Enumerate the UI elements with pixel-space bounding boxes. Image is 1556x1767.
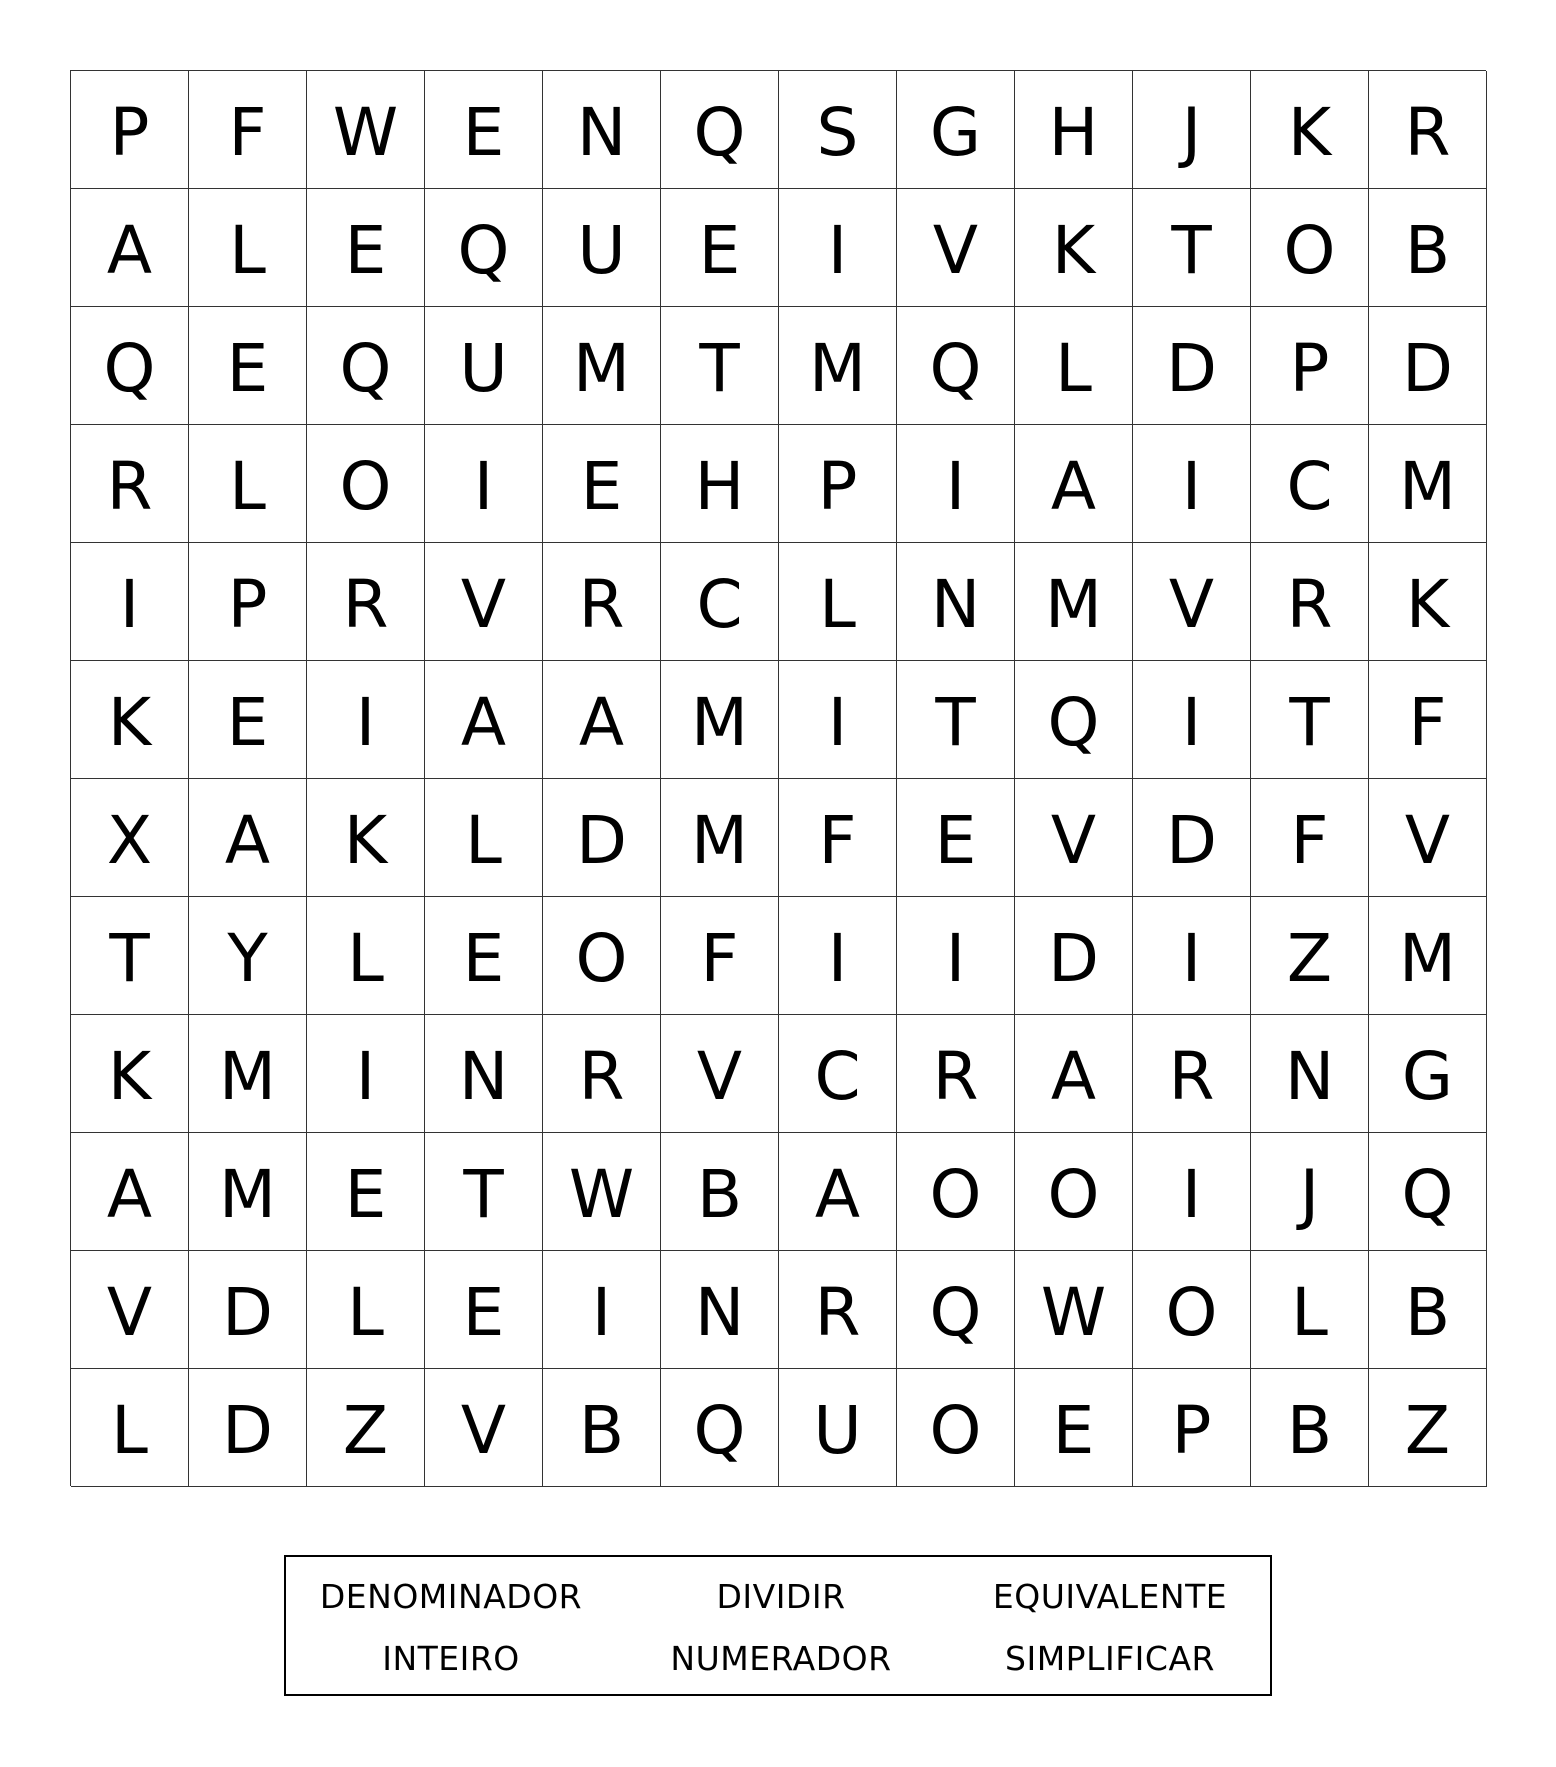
grid-cell[interactable]: E — [425, 1251, 543, 1369]
grid-cell[interactable]: Z — [307, 1369, 425, 1487]
grid-cell[interactable]: V — [425, 1369, 543, 1487]
grid-cell[interactable]: I — [1133, 897, 1251, 1015]
grid-cell[interactable]: E — [307, 189, 425, 307]
grid-cell[interactable]: M — [1369, 425, 1487, 543]
grid-cell[interactable]: V — [1369, 779, 1487, 897]
grid-cell[interactable]: I — [897, 897, 1015, 1015]
grid-cell[interactable]: V — [897, 189, 1015, 307]
grid-cell[interactable]: G — [1369, 1015, 1487, 1133]
grid-cell[interactable]: L — [425, 779, 543, 897]
grid-cell[interactable]: R — [1251, 543, 1369, 661]
grid-cell[interactable]: Q — [1369, 1133, 1487, 1251]
grid-cell[interactable]: I — [779, 661, 897, 779]
grid-cell[interactable]: K — [71, 1015, 189, 1133]
grid-cell[interactable]: D — [1133, 307, 1251, 425]
grid-cell[interactable]: E — [425, 71, 543, 189]
grid-cell[interactable]: K — [1369, 543, 1487, 661]
grid-cell[interactable]: P — [1251, 307, 1369, 425]
word-list-item: INTEIRO — [382, 1638, 520, 1678]
grid-cell[interactable]: Z — [1251, 897, 1369, 1015]
grid-cell[interactable]: J — [1251, 1133, 1369, 1251]
grid-cell[interactable]: R — [897, 1015, 1015, 1133]
grid-cell[interactable]: Z — [1369, 1369, 1487, 1487]
grid-cell[interactable]: T — [661, 307, 779, 425]
grid-cell[interactable]: Q — [661, 71, 779, 189]
grid-cell[interactable]: V — [661, 1015, 779, 1133]
grid-cell[interactable]: Q — [897, 1251, 1015, 1369]
grid-cell[interactable]: R — [1133, 1015, 1251, 1133]
grid-cell[interactable]: L — [1015, 307, 1133, 425]
grid-cell[interactable]: R — [307, 543, 425, 661]
grid-cell[interactable]: V — [1015, 779, 1133, 897]
grid-cell[interactable]: A — [1015, 1015, 1133, 1133]
grid-cell[interactable]: U — [425, 307, 543, 425]
word-list-item: DIVIDIR — [716, 1576, 846, 1616]
grid-cell[interactable]: O — [1251, 189, 1369, 307]
grid-cell[interactable]: E — [661, 189, 779, 307]
grid-cell[interactable]: B — [1369, 1251, 1487, 1369]
grid-cell[interactable]: M — [543, 307, 661, 425]
grid-cell[interactable]: F — [189, 71, 307, 189]
grid-cell[interactable]: E — [543, 425, 661, 543]
word-list-box — [284, 1555, 1272, 1696]
grid-cell[interactable]: B — [661, 1133, 779, 1251]
grid-cell[interactable]: M — [189, 1015, 307, 1133]
grid-cell[interactable]: A — [543, 661, 661, 779]
grid-cell[interactable]: A — [1015, 425, 1133, 543]
grid-cell[interactable]: P — [779, 425, 897, 543]
grid-cell[interactable]: O — [307, 425, 425, 543]
grid-cell[interactable]: O — [543, 897, 661, 1015]
grid-cell[interactable]: E — [1015, 1369, 1133, 1487]
grid-cell[interactable]: M — [189, 1133, 307, 1251]
grid-cell[interactable]: R — [543, 543, 661, 661]
grid-cell[interactable]: A — [779, 1133, 897, 1251]
grid-cell[interactable]: D — [189, 1251, 307, 1369]
grid-cell[interactable]: I — [425, 425, 543, 543]
word-list-item: SIMPLIFICAR — [1005, 1638, 1215, 1678]
grid-cell[interactable]: K — [1251, 71, 1369, 189]
grid-cell[interactable]: E — [189, 661, 307, 779]
grid-cell[interactable]: C — [661, 543, 779, 661]
grid-cell[interactable]: J — [1133, 71, 1251, 189]
grid-cell[interactable]: O — [1015, 1133, 1133, 1251]
grid-cell[interactable]: F — [779, 779, 897, 897]
grid-cell[interactable]: M — [779, 307, 897, 425]
grid-cell[interactable]: A — [425, 661, 543, 779]
grid-cell[interactable]: A — [71, 1133, 189, 1251]
grid-cell[interactable]: B — [543, 1369, 661, 1487]
grid-cell[interactable]: N — [897, 543, 1015, 661]
grid-cell[interactable]: E — [897, 779, 1015, 897]
grid-cell[interactable]: Q — [71, 307, 189, 425]
grid-cell[interactable]: A — [71, 189, 189, 307]
grid-cell[interactable]: M — [661, 661, 779, 779]
grid-cell[interactable]: N — [543, 71, 661, 189]
grid-cell[interactable]: N — [1251, 1015, 1369, 1133]
grid-cell[interactable]: P — [1133, 1369, 1251, 1487]
grid-cell[interactable]: I — [779, 897, 897, 1015]
grid-cell[interactable]: O — [897, 1133, 1015, 1251]
grid-cell[interactable]: D — [543, 779, 661, 897]
grid-cell[interactable]: U — [779, 1369, 897, 1487]
grid-cell[interactable]: C — [779, 1015, 897, 1133]
grid-cell[interactable]: I — [1133, 661, 1251, 779]
grid-cell[interactable]: R — [1369, 71, 1487, 189]
grid-cell[interactable]: V — [71, 1251, 189, 1369]
grid-cell[interactable]: L — [71, 1369, 189, 1487]
grid-cell[interactable]: E — [425, 897, 543, 1015]
grid-cell[interactable]: U — [543, 189, 661, 307]
grid-cell[interactable]: K — [71, 661, 189, 779]
grid-cell[interactable]: E — [189, 307, 307, 425]
grid-cell[interactable]: C — [1251, 425, 1369, 543]
grid-cell[interactable]: W — [543, 1133, 661, 1251]
grid-cell[interactable]: W — [307, 71, 425, 189]
grid-cell[interactable]: T — [71, 897, 189, 1015]
grid-cell[interactable]: M — [1015, 543, 1133, 661]
grid-cell[interactable]: A — [189, 779, 307, 897]
grid-cell[interactable]: L — [307, 897, 425, 1015]
grid-cell[interactable]: E — [307, 1133, 425, 1251]
grid-cell[interactable]: V — [425, 543, 543, 661]
grid-cell[interactable]: I — [779, 189, 897, 307]
grid-cell[interactable]: L — [189, 425, 307, 543]
grid-cell[interactable]: F — [661, 897, 779, 1015]
grid-cell[interactable]: T — [425, 1133, 543, 1251]
grid-cell[interactable]: I — [543, 1251, 661, 1369]
word-list-item: NUMERADOR — [670, 1638, 892, 1678]
grid-cell[interactable]: K — [1015, 189, 1133, 307]
word-list-item: EQUIVALENTE — [992, 1576, 1228, 1616]
grid-cell[interactable]: L — [779, 543, 897, 661]
grid-cell[interactable]: O — [897, 1369, 1015, 1487]
grid-cell[interactable]: T — [897, 661, 1015, 779]
grid-cell[interactable]: R — [779, 1251, 897, 1369]
grid-cell[interactable]: M — [661, 779, 779, 897]
grid-cell[interactable]: I — [307, 661, 425, 779]
grid-cell[interactable]: B — [1369, 189, 1487, 307]
grid-cell[interactable]: I — [897, 425, 1015, 543]
grid-cell[interactable]: T — [1133, 189, 1251, 307]
grid-cell[interactable]: D — [1369, 307, 1487, 425]
grid-cell[interactable]: L — [307, 1251, 425, 1369]
grid-cell[interactable]: G — [897, 71, 1015, 189]
grid-cell[interactable]: L — [189, 189, 307, 307]
grid-cell[interactable]: I — [307, 1015, 425, 1133]
grid-cell[interactable]: D — [189, 1369, 307, 1487]
grid-cell[interactable]: V — [1133, 543, 1251, 661]
grid-cell[interactable]: K — [307, 779, 425, 897]
grid-cell[interactable]: N — [661, 1251, 779, 1369]
grid-cell[interactable]: F — [1251, 779, 1369, 897]
grid-cell[interactable]: F — [1369, 661, 1487, 779]
grid-cell[interactable]: I — [1133, 1133, 1251, 1251]
grid-cell[interactable]: Y — [189, 897, 307, 1015]
grid-cell[interactable]: S — [779, 71, 897, 189]
grid-cell[interactable]: H — [661, 425, 779, 543]
grid-cell[interactable]: P — [71, 71, 189, 189]
grid-cell[interactable]: Q — [661, 1369, 779, 1487]
grid-cell[interactable]: R — [543, 1015, 661, 1133]
grid-cell[interactable]: H — [1015, 71, 1133, 189]
grid-cell[interactable]: X — [71, 779, 189, 897]
grid-cell[interactable]: I — [1133, 425, 1251, 543]
grid-cell[interactable]: D — [1133, 779, 1251, 897]
grid-cell[interactable]: D — [1015, 897, 1133, 1015]
grid-cell[interactable]: L — [1251, 1251, 1369, 1369]
grid-cell[interactable]: P — [189, 543, 307, 661]
word-list-item: DENOMINADOR — [319, 1576, 583, 1616]
grid-cell[interactable]: B — [1251, 1369, 1369, 1487]
grid-cell[interactable]: T — [1251, 661, 1369, 779]
grid-cell[interactable]: W — [1015, 1251, 1133, 1369]
grid-cell[interactable]: Q — [425, 189, 543, 307]
grid-cell[interactable]: I — [71, 543, 189, 661]
grid-cell[interactable]: R — [71, 425, 189, 543]
grid-cell[interactable]: Q — [307, 307, 425, 425]
word-search-grid — [70, 70, 1486, 1486]
grid-cell[interactable]: Q — [897, 307, 1015, 425]
grid-cell[interactable]: O — [1133, 1251, 1251, 1369]
grid-cell[interactable]: Q — [1015, 661, 1133, 779]
grid-cell[interactable]: M — [1369, 897, 1487, 1015]
grid-cell[interactable]: N — [425, 1015, 543, 1133]
